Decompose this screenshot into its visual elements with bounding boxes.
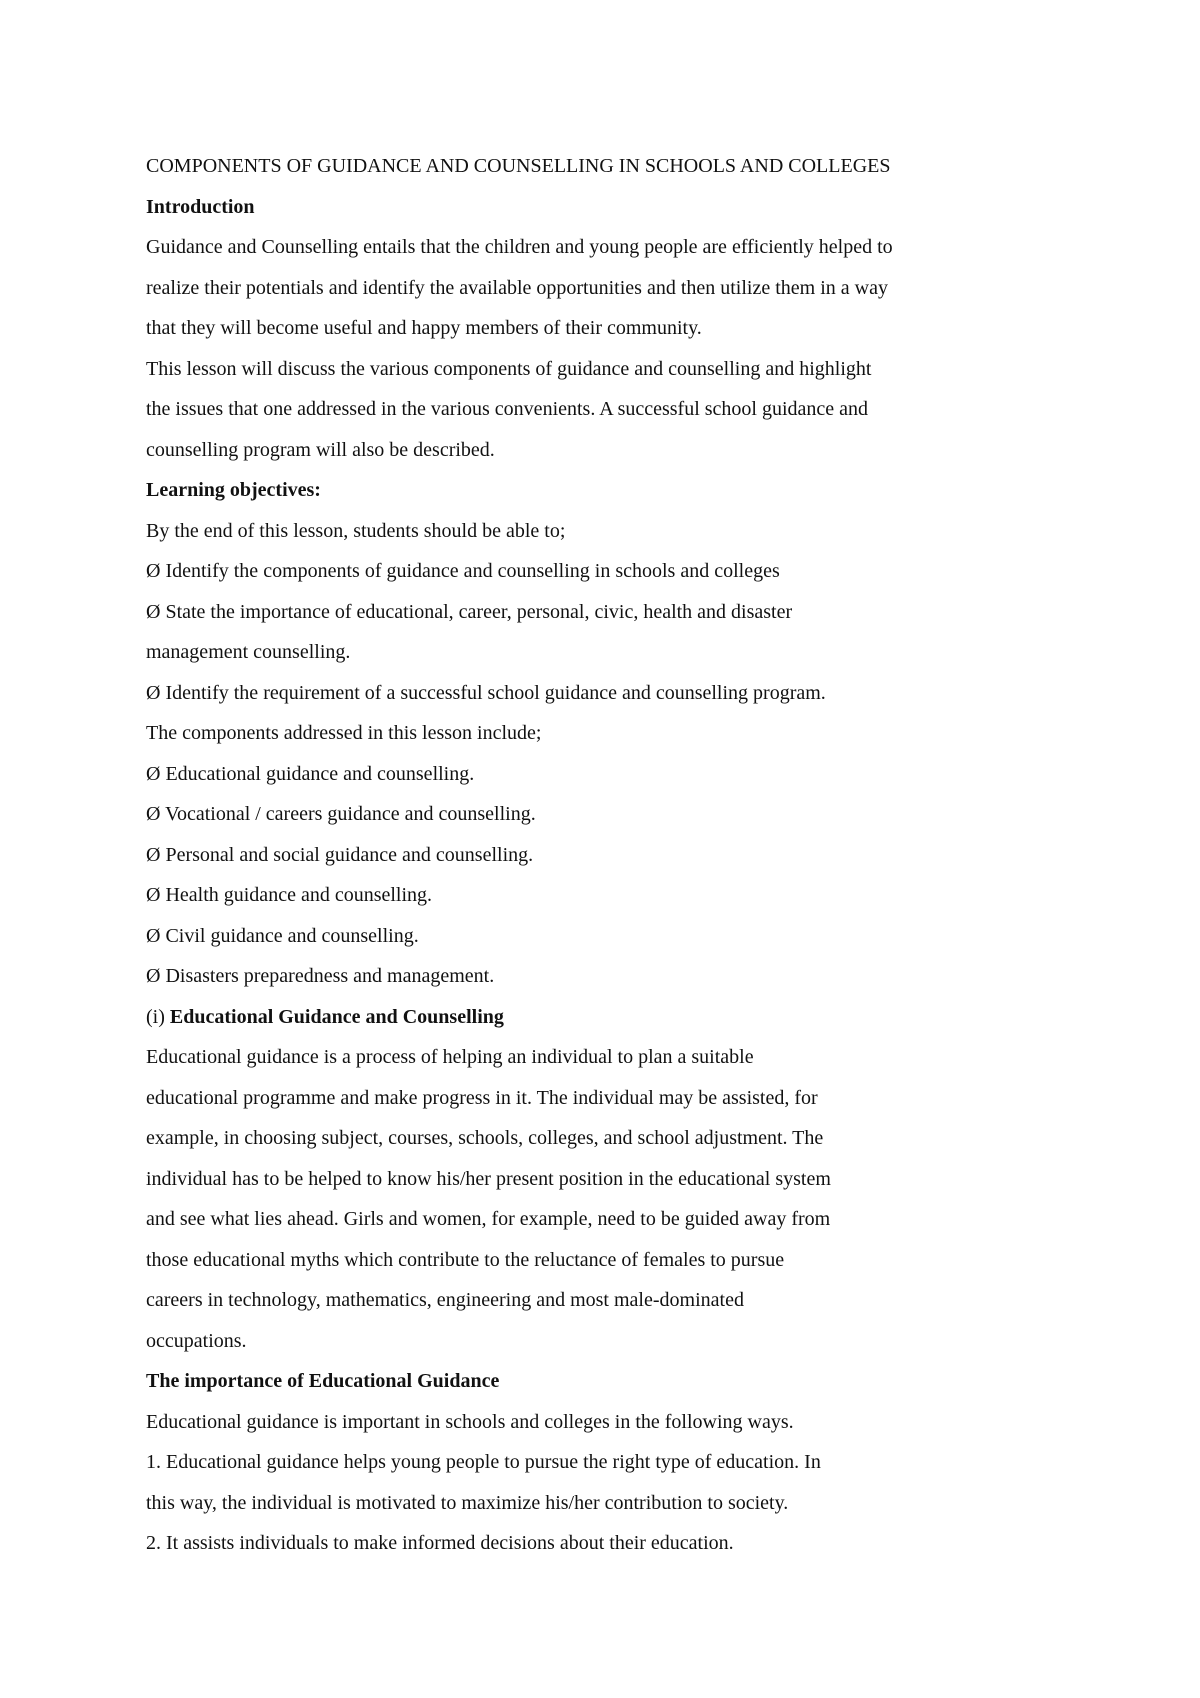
paragraph-line: that they will become useful and happy members of their community. [146, 317, 702, 339]
list-line: Ø Identify the requirement of a successful school guidance and counselling program. [146, 681, 826, 704]
paragraph-line: educational programme and make progress in it. The individual may be assisted, for [146, 1086, 818, 1109]
list-line: By the end of this lesson, students should be able to; [146, 519, 566, 542]
paragraph-line: individual has to be helped to know his/her present position in the educational system [146, 1167, 831, 1190]
section-title: Educational Guidance and Counselling [169, 1005, 504, 1028]
list-line: Ø Health guidance and counselling. [146, 884, 433, 906]
document-title: COMPONENTS OF GUIDANCE AND COUNSELLING IN SCHOOLS AND COLLEGES [146, 155, 891, 177]
importance-heading: The importance of Educational Guidance [146, 1370, 500, 1392]
paragraph-line: 1. Educational guidance helps young people to pursue the right type of education. In [146, 1451, 821, 1473]
section-heading-educational [146, 997, 1086, 1038]
paragraph-line: and see what lies ahead. Girls and women, for example, need to be guided away from [146, 1208, 831, 1230]
list-line: Ø State the importance of educational, career, personal, civic, health and disaster [146, 600, 793, 623]
list-line: management counselling. [146, 641, 351, 663]
paragraph-line: counselling program will also be described. [146, 438, 495, 461]
paragraph-line: Guidance and Counselling entails that the children and young people are efficiently helped to [146, 236, 893, 258]
paragraph-line: those educational myths which contribute to the reluctance of females to pursue [146, 1248, 785, 1271]
document-body [146, 146, 1086, 1564]
paragraph-line: this way, the individual is motivated to maximize his/her contribution to society. [146, 1491, 789, 1514]
paragraph-line: realize their potentials and identify the available opportunities and then utilize them in a way [146, 276, 888, 299]
paragraph-line: example, in choosing subject, courses, schools, colleges, and school adjustment. The [146, 1127, 824, 1149]
list-line: The components addressed in this lesson include; [146, 722, 542, 744]
paragraph-line: This lesson will discuss the various components of guidance and counselling and highlight [146, 357, 872, 380]
paragraph-line: Educational guidance is a process of helping an individual to plan a suitable [146, 1046, 754, 1068]
list-line: Ø Identify the components of guidance and counselling in schools and colleges [146, 560, 780, 582]
list-line: Ø Vocational / careers guidance and counselling. [146, 803, 536, 825]
list-line: Ø Educational guidance and counselling. [146, 762, 475, 785]
paragraph-line: 2. It assists individuals to make informed decisions about their education. [146, 1532, 734, 1554]
list-line: Ø Personal and social guidance and counselling. [146, 843, 534, 866]
introduction-heading: Introduction [146, 195, 255, 218]
paragraph-line: occupations. [146, 1329, 247, 1352]
paragraph-line: careers in technology, mathematics, engineering and most male-dominated [146, 1289, 744, 1311]
objectives-heading: Learning objectives: [146, 479, 321, 501]
section-number: (i) [146, 1005, 170, 1028]
paragraph-line: the issues that one addressed in the various convenients. A successful school guidance and [146, 398, 869, 420]
list-line: Ø Disasters preparedness and management. [146, 965, 495, 987]
paragraph-line: Educational guidance is important in schools and colleges in the following ways. [146, 1410, 794, 1433]
list-line: Ø Civil guidance and counselling. [146, 924, 419, 947]
